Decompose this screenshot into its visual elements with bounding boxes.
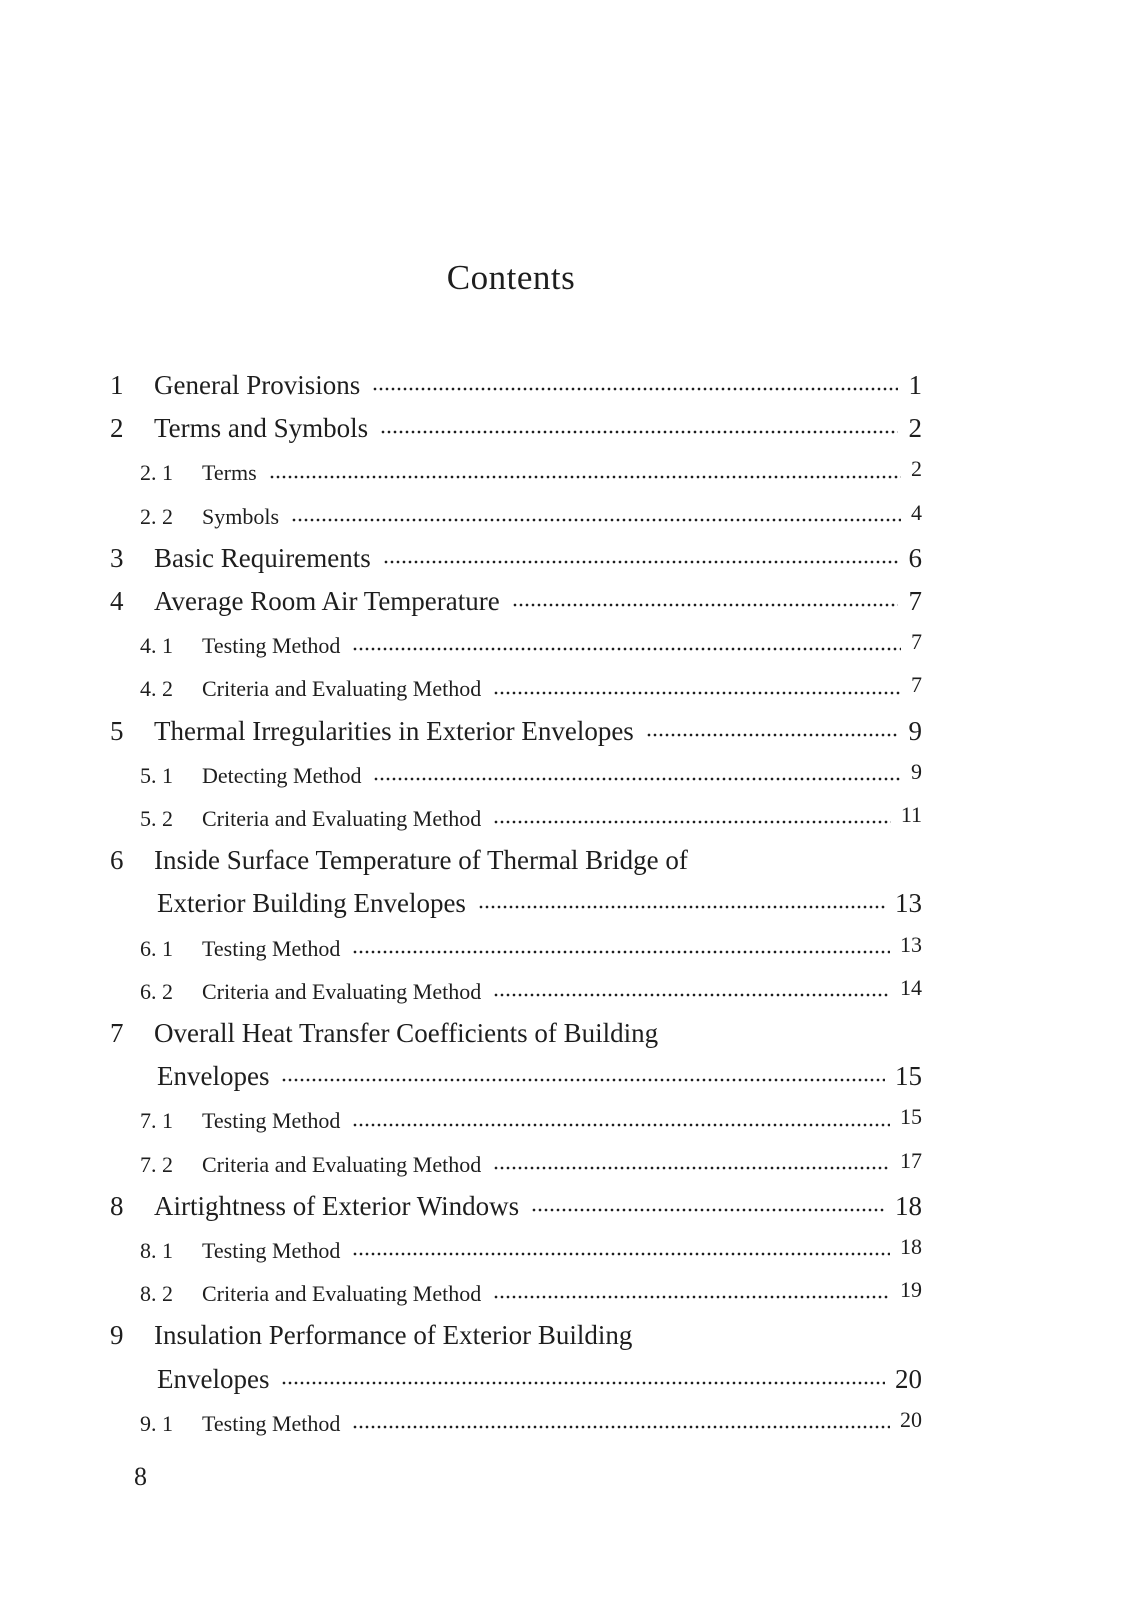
toc-entry-title: Testing Method	[202, 935, 341, 961]
toc-entry-title: General Provisions	[154, 370, 361, 400]
toc-entry-title: Criteria and Evaluating Method	[202, 1151, 482, 1177]
dot-leader	[372, 387, 898, 391]
toc-entry-page: 18	[895, 1190, 922, 1221]
dot-leader	[373, 777, 901, 781]
toc-entry[interactable]	[110, 586, 922, 626]
toc-entry-number: 5. 1	[140, 762, 173, 788]
page-title: Contents	[446, 258, 576, 297]
toc-entry-title: Overall Heat Transfer Coefficients of Building	[154, 1018, 659, 1048]
dot-leader	[269, 475, 901, 479]
toc-entry-number: 5	[110, 715, 124, 746]
toc-entry-title: Criteria and Evaluating Method	[202, 676, 482, 702]
dot-leader	[478, 905, 885, 909]
toc-entry-page: 9	[911, 758, 922, 784]
toc-entry-page: 20	[895, 1363, 922, 1394]
toc-entry-number: 8. 1	[140, 1238, 173, 1263]
toc-entry[interactable]	[110, 1364, 922, 1404]
toc-entry-page: 6	[908, 542, 922, 573]
toc-entry-title: Testing Method	[202, 1238, 341, 1263]
toc-entry-title: Criteria and Evaluating Method	[202, 1281, 482, 1307]
dot-leader	[646, 733, 898, 737]
toc-entry[interactable]	[110, 370, 922, 410]
toc-entry[interactable]	[110, 888, 922, 928]
toc-entry-title: Thermal Irregularities in Exterior Envelopes	[154, 715, 634, 746]
toc-entry[interactable]	[110, 456, 922, 496]
toc-entry-title: Inside Surface Temperature of Thermal Bridge of	[154, 845, 688, 876]
toc-entry-title: Criteria and Evaluating Method	[202, 806, 482, 831]
toc-entry[interactable]	[110, 500, 922, 540]
dot-leader	[493, 1166, 890, 1170]
dot-leader	[291, 518, 901, 522]
toc-entry-number: 5. 2	[140, 806, 173, 831]
toc-entry-number: 8	[110, 1190, 124, 1221]
toc-entry-title: Envelopes	[157, 1061, 270, 1092]
toc-entry[interactable]	[110, 975, 922, 1015]
dot-leader	[531, 1208, 885, 1212]
toc-entry[interactable]	[110, 845, 922, 885]
dot-leader	[352, 1425, 890, 1429]
toc-entry-page: 15	[895, 1061, 922, 1092]
toc-entry-number: 7. 2	[140, 1151, 173, 1177]
toc-entry-title: Detecting Method	[202, 762, 362, 788]
toc-entry-title: Testing Method	[202, 1410, 341, 1436]
toc-entry-page: 7	[911, 629, 922, 655]
toc-entry-title: Insulation Performance of Exterior Building	[154, 1320, 633, 1351]
toc-entry-title: Basic Requirements	[154, 542, 371, 573]
dot-leader	[493, 691, 901, 695]
dot-leader	[493, 993, 890, 997]
toc-entry-title: Symbols	[202, 503, 280, 529]
toc-entry-number: 4. 2	[140, 676, 173, 702]
toc-entry[interactable]	[110, 1061, 922, 1101]
dot-leader	[281, 1078, 885, 1082]
dot-leader	[281, 1381, 885, 1385]
toc-entry-page: 7	[908, 586, 922, 616]
toc-entry[interactable]	[110, 1104, 922, 1144]
toc-entry[interactable]	[110, 1191, 922, 1231]
toc-entry-title: Airtightness of Exterior Windows	[154, 1190, 520, 1221]
toc-entry[interactable]	[110, 1277, 922, 1317]
toc-entry[interactable]	[110, 1018, 922, 1058]
toc-entry-number: 6. 1	[140, 935, 173, 961]
toc-entry-page: 18	[900, 1234, 922, 1259]
dot-leader	[352, 1252, 890, 1256]
toc-entry-number: 1	[110, 370, 124, 400]
toc-entry-page: 19	[900, 1277, 922, 1303]
toc-entry[interactable]	[110, 629, 922, 669]
toc-entry[interactable]	[110, 1320, 922, 1360]
toc-entry-page: 14	[900, 974, 922, 1000]
toc-entry[interactable]	[110, 1234, 922, 1274]
toc-entry-title: Exterior Building Envelopes	[157, 888, 466, 919]
toc-entry-number: 9. 1	[140, 1410, 173, 1436]
toc-entry-title: Terms	[202, 460, 257, 486]
toc-entry-page: 9	[908, 715, 922, 746]
toc-entry-page: 17	[900, 1147, 922, 1173]
toc-entry-page: 1	[908, 370, 922, 400]
dot-leader	[352, 950, 890, 954]
toc-entry-page: 13	[900, 931, 922, 957]
toc-entry-number: 7. 1	[140, 1108, 173, 1134]
toc-entry-number: 8. 2	[140, 1281, 173, 1307]
dot-leader	[493, 1295, 890, 1299]
toc-entry-number: 7	[110, 1018, 124, 1048]
toc-entry-title: Testing Method	[202, 1108, 341, 1134]
toc-entry-number: 4	[110, 586, 124, 616]
toc-entry-title: Criteria and Evaluating Method	[202, 978, 482, 1004]
toc-entry-number: 2. 2	[140, 503, 173, 529]
toc-entry-page: 2	[908, 413, 922, 444]
toc-entry-page: 7	[911, 672, 922, 698]
dot-leader	[352, 647, 901, 651]
dot-leader	[352, 1123, 890, 1127]
toc-entry[interactable]	[110, 1148, 922, 1188]
toc-entry-page: 15	[900, 1104, 922, 1130]
toc-entry[interactable]	[110, 932, 922, 972]
toc-entry-page: 13	[895, 888, 922, 919]
toc-entry[interactable]	[110, 716, 922, 756]
toc-entry-number: 9	[110, 1320, 124, 1351]
dot-leader	[512, 603, 898, 607]
toc-entry-title: Envelopes	[157, 1363, 270, 1394]
toc-entry-title: Testing Method	[202, 633, 341, 659]
toc-entry-number: 6. 2	[140, 978, 173, 1004]
toc-entry-page: 2	[911, 456, 922, 482]
toc-entry-title: Terms and Symbols	[154, 413, 369, 444]
toc-entry-page: 20	[900, 1406, 922, 1432]
toc-entry[interactable]	[110, 672, 922, 712]
dot-leader	[493, 820, 891, 824]
page-number: 8	[134, 1462, 147, 1491]
dot-leader	[380, 430, 898, 434]
toc-entry-page: 4	[911, 499, 922, 525]
toc-entry[interactable]	[110, 802, 922, 842]
toc-entry-number: 6	[110, 845, 124, 876]
toc-entry[interactable]	[110, 543, 922, 583]
toc-entry-number: 3	[110, 542, 124, 573]
toc-entry-number: 2	[110, 413, 124, 444]
toc-entry-number: 4. 1	[140, 633, 173, 659]
toc-entry[interactable]	[110, 759, 922, 799]
toc-entry-page: 11	[900, 802, 922, 827]
toc-entry[interactable]	[110, 1407, 922, 1447]
toc-entry-number: 2. 1	[140, 460, 173, 486]
toc-entry-title: Average Room Air Temperature	[154, 586, 500, 616]
toc-entry[interactable]	[110, 413, 922, 453]
dot-leader	[383, 560, 898, 564]
